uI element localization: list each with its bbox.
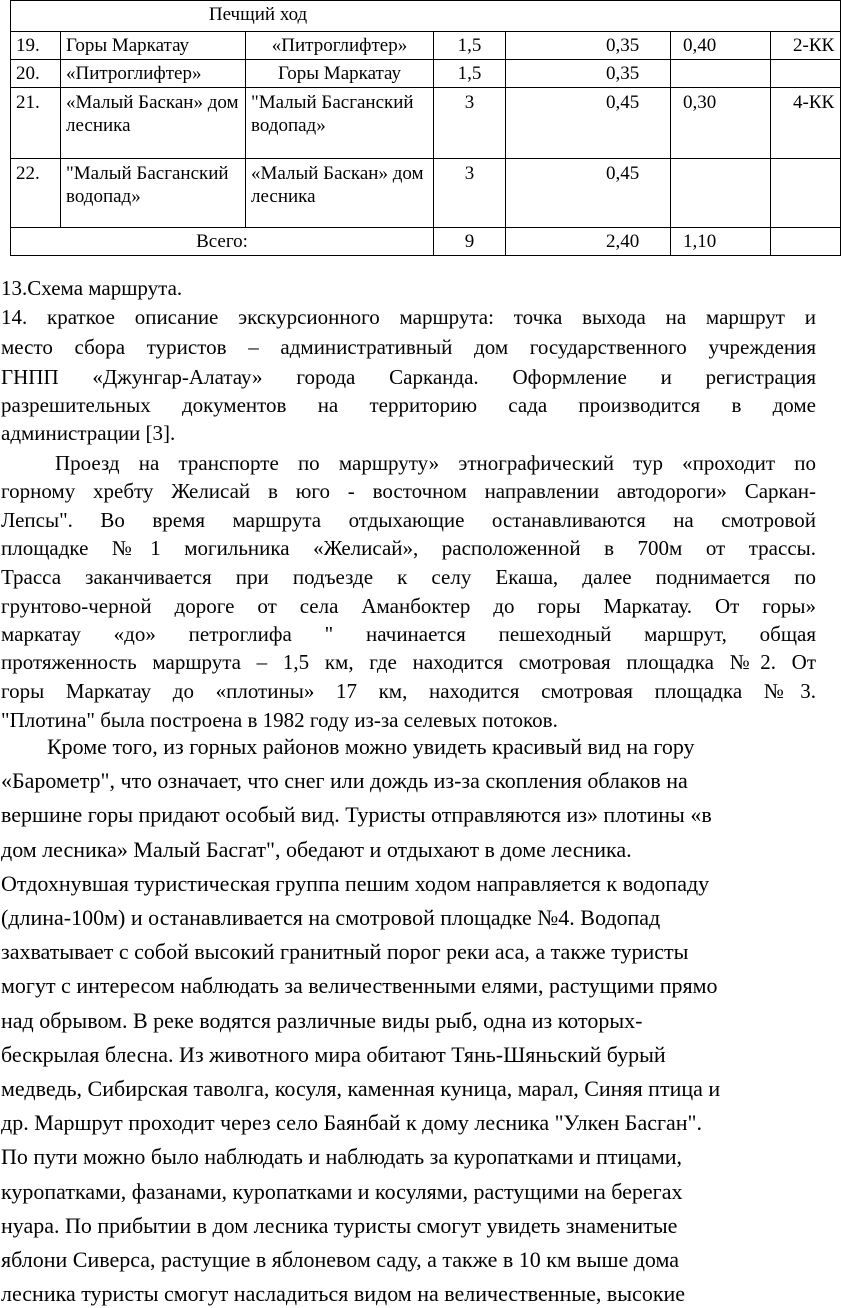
cell-category [771, 159, 841, 228]
cell-num: 22. [11, 159, 61, 228]
total-time-a: 2,40 [506, 228, 671, 256]
paragraph-line: нуара. По прибытии в дом лесника туристы смогут увидеть знаменитые [1, 1213, 678, 1238]
paragraph-line: ГНПП «Джунгар-Алатау» города Сарканда. Оформление и регистрация [1, 365, 816, 389]
cell-time-a: 0,45 [506, 159, 671, 228]
cell-distance: 1,5 [434, 32, 506, 60]
total-time-b: 1,10 [671, 228, 771, 256]
paragraph-line: дом лесника» Малый Басгат", обедают и отдыхают в доме лесника. [1, 837, 632, 862]
cell-category: 2-КК [771, 32, 841, 60]
cell-distance: 3 [434, 88, 506, 159]
cell-distance: 1,5 [434, 60, 506, 88]
cell-distance: 3 [434, 159, 506, 228]
cell-time-b: 0,40 [671, 32, 771, 60]
paragraph-line: грунтово-черной дороге от села Аманбоктер до горы Маркатау. От горы» [1, 594, 816, 618]
cell-num: 21. [11, 88, 61, 159]
paragraph-line: куропатками, фазанами, куропатками и косулями, растущими на берегах [1, 1179, 683, 1204]
cell-to: «Питроглифтер» [246, 32, 434, 60]
table-row [11, 159, 841, 228]
cell-time-a: 0,35 [506, 32, 671, 60]
paragraph-line: бескрылая блесна. Из животного мира обитают Тянь-Шяньский бурый [1, 1042, 666, 1067]
cell-category [771, 60, 841, 88]
cell-time-a: 0,45 [506, 88, 671, 159]
cell-time-b [671, 159, 771, 228]
cell-from: «Малый Баскан» дом лесника [61, 88, 246, 159]
cell-time-b: 0,30 [671, 88, 771, 159]
cell-time-b [671, 60, 771, 88]
paragraph-line: Трасса заканчивается при подъезде к селу Екаша, далее поднимается по [1, 565, 816, 589]
table-total-row [11, 228, 841, 256]
paragraph-line: (длина-100м) и останавливается на смотровой площадке №4. Водопад [1, 905, 661, 930]
paragraph-line: над обрывом. В реке водятся различные виды рыб, одна из которых- [1, 1008, 643, 1033]
cell-from: «Питроглифтер» [61, 60, 246, 88]
paragraph-line: захватывает с собой высокий гранитный порог реки аса, а также туристы [1, 939, 689, 964]
paragraph-line: горному хребту Желисай в юго - восточном направлении автодороги» Саркан- [1, 479, 816, 503]
paragraph-line: "Плотина" была построена в 1982 году из-за селевых потоков. [1, 708, 558, 732]
table-row [11, 88, 841, 159]
paragraph-line: яблони Сиверса, растущие в яблоневом саду, а также в 10 км выше дома [1, 1247, 680, 1272]
section-header: Печщий ход [11, 1, 841, 32]
paragraph-line: Проезд на транспорте по маршруту» этнографический тур «проходит по [55, 451, 816, 475]
table-row [11, 32, 841, 60]
paragraph-line: могут с интересом наблюдать за величественными елями, растущими прямо [1, 973, 718, 998]
cell-category: 4-КК [771, 88, 841, 159]
cell-to: "Малый Басганский водопад» [246, 88, 434, 159]
route-table [10, 0, 841, 256]
paragraph-line: площадке №1 могильника «Желисай», расположенной в 700м от трассы. [1, 536, 816, 560]
cell-from: "Малый Басганский водопад» [61, 159, 246, 228]
paragraph-line: вершине горы придают особый вид. Туристы отправляются из» плотины «в [1, 802, 712, 827]
total-distance: 9 [434, 228, 506, 256]
cell-num: 19. [11, 32, 61, 60]
paragraph-line: Лепсы". Во время маршрута отдыхающие останавливаются на смотровой [1, 508, 816, 532]
cell-to: Горы Маркатау [246, 60, 434, 88]
cell-time-a: 0,35 [506, 60, 671, 88]
paragraph-line: др. Маршрут проходит через село Баянбай к дому лесника "Улкен Басган". [1, 1110, 703, 1135]
table-section-header-row [11, 1, 841, 32]
paragraph-line: лесника туристы смогут насладиться видом на величественные, высокие [1, 1281, 686, 1306]
paragraph-line: Кроме того, из горных районов можно увидеть красивый вид на гору [47, 734, 695, 759]
paragraph-line: администрации [3]. [1, 421, 176, 445]
paragraph-line: медведь, Сибирская таволга, косуля, каменная куница, марал, Синяя птица и [1, 1076, 721, 1101]
paragraph-line: место сбора туристов – административный дом государственного учреждения [1, 335, 816, 359]
cell-to: «Малый Баскан» дом лесника [246, 159, 434, 228]
paragraph-line: «Барометр", что означает, что снег или дождь из-за скопления облаков на [1, 768, 688, 793]
total-category [771, 228, 841, 256]
paragraph-line: маркатау «до» петроглифа " начинается пешеходный маршрут, общая [1, 622, 816, 646]
cell-from: Горы Маркатау [61, 32, 246, 60]
paragraph-line: Отдохнувшая туристическая группа пешим ходом направляется к водопаду [1, 871, 710, 896]
cell-num: 20. [11, 60, 61, 88]
section-heading: 13.Схема маршрута. [1, 276, 183, 300]
paragraph-line: протяженность маршрута – 1,5 км, где находится смотровая площадка №2. От [1, 650, 816, 674]
table-row [11, 60, 841, 88]
paragraph-line: 14. краткое описание экскурсионного маршрута: точка выхода на маршрут и [1, 305, 816, 329]
paragraph-line: горы Маркатау до «плотины» 17 км, находится смотровая площадка №3. [1, 679, 816, 703]
paragraph-line: По пути можно было наблюдать и наблюдать за куропатками и птицами, [1, 1144, 683, 1169]
total-label: Всего: [11, 228, 434, 256]
paragraph-line: разрешительных документов на территорию сада производится в доме [1, 393, 816, 417]
